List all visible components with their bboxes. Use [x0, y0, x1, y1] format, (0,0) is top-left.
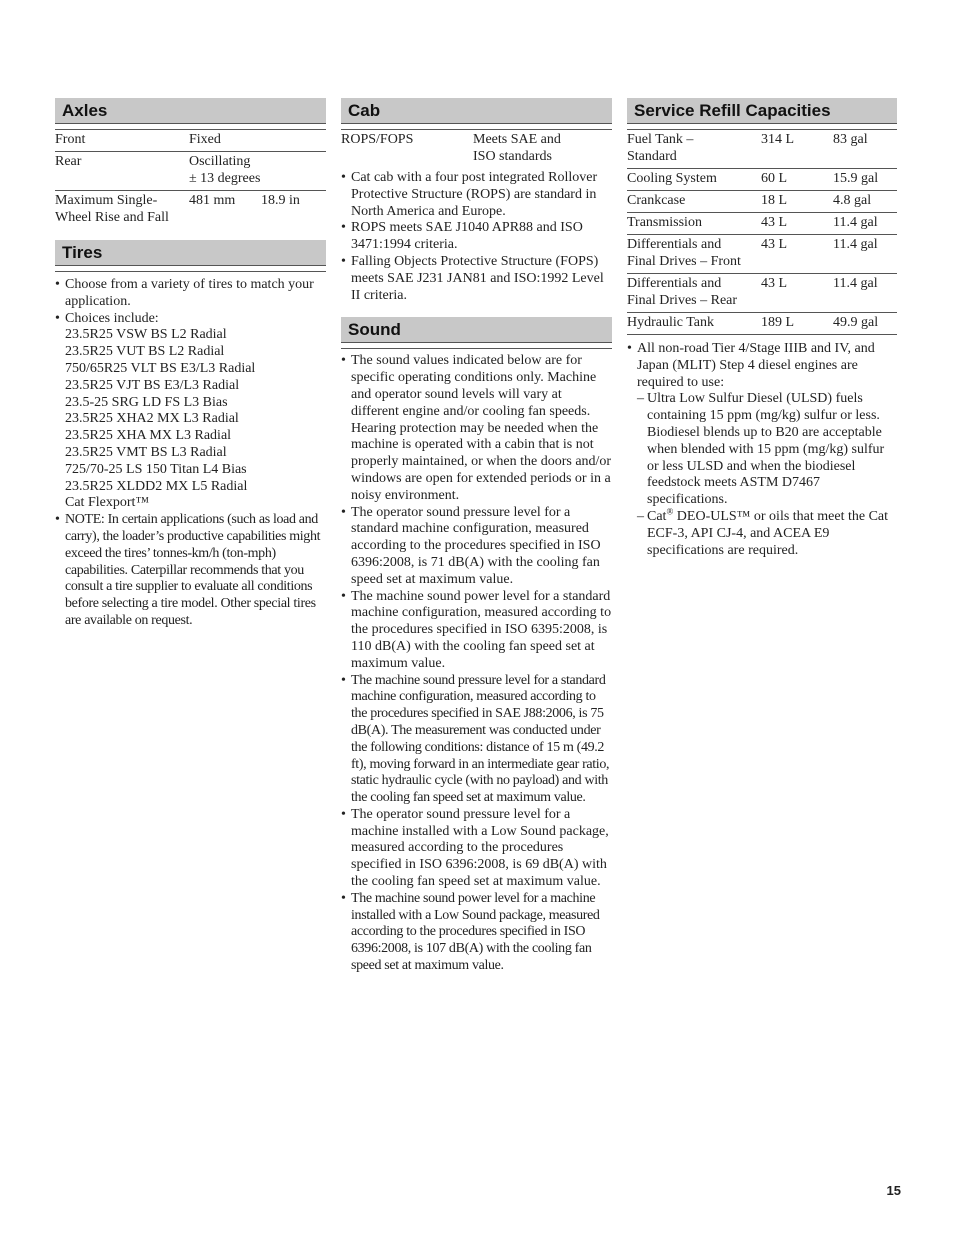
table-row	[627, 191, 897, 213]
fuel-options	[637, 391, 897, 559]
list-item: • The machine sound power level for a machine installed with a Low Sound package, measured according to the procedures specified in ISO 6396:2008, is 107 dB(A) with the cooling fan speed set at maximum value.	[341, 891, 612, 975]
tire-option: 23.5R25 XHA2 MX L3 Radial	[65, 411, 239, 427]
tire-option: 23.5R25 VMT BS L3 Radial	[65, 444, 227, 460]
tire-option: 23.5R25 XLDD2 MX L5 Radial	[65, 478, 248, 494]
axle-value: Fixed	[189, 132, 221, 147]
refill-gallons: 11.4 gal	[833, 235, 897, 274]
table-row	[55, 152, 326, 191]
list-item: – Ultra Low Sulfur Diesel (ULSD) fuels containing 15 ppm (mg/kg) sulfur or less. Biodiesel blends up to B20 are acceptable when blended with 15 ppm (mg/kg) sulfur or less ULSD and when the biodiesel feedstock meets ASTM D7467 specifications.	[637, 391, 897, 509]
refill-gallons: 15.9 gal	[833, 169, 897, 191]
axle-label: Front	[55, 132, 86, 147]
tire-option: 23.5R25 XHA MX L3 Radial	[65, 428, 232, 444]
refill-liters: 43 L	[761, 213, 833, 235]
table-row	[627, 313, 897, 335]
list-item: – Cat® DEO-ULS™ or oils that meet the Cat ECF-3, API CJ-4, and ACEA E9 specifications are required.	[637, 509, 897, 559]
column-middle	[341, 98, 612, 975]
tire-option: 23.5-25 SRG LD FS L3 Bias	[65, 394, 228, 410]
refill-liters: 18 L	[761, 191, 833, 213]
table-row	[55, 130, 326, 152]
refill-gallons: 49.9 gal	[833, 313, 897, 335]
table-row	[627, 235, 897, 274]
refill-label: Hydraulic Tank	[627, 313, 761, 335]
list-item: • The machine sound power level for a standard machine configuration, measured according to the procedures specified in ISO 6395:2008, is 110 dB(A) with the cooling fan speed set at maximum value.	[341, 589, 612, 673]
axle-label: Rear	[55, 152, 189, 191]
column-left	[55, 98, 326, 630]
refill-gallons: 4.8 gal	[833, 191, 897, 213]
tire-option: 23.5R25 VJT BS E3/L3 Radial	[65, 377, 240, 393]
page-number: 15	[886, 1183, 901, 1198]
refill-label: Crankcase	[627, 191, 761, 213]
cab-label: ROPS/FOPS	[341, 132, 414, 147]
refill-table	[627, 130, 897, 334]
table-row	[627, 274, 897, 313]
cab-list	[341, 170, 612, 304]
tire-option: 23.5R25 VSW BS L2 Radial	[65, 327, 227, 343]
list-item: • Falling Objects Protective Structure (FOPS) meets SAE J231 JAN81 and ISO:1992 Level II criteria.	[341, 254, 612, 304]
table-row	[627, 130, 897, 169]
list-item: • ROPS meets SAE J1040 APR88 and ISO 3471:1994 criteria.	[341, 220, 612, 254]
sound-list	[341, 353, 612, 974]
column-right	[627, 98, 897, 559]
refill-liters: 314 L	[761, 132, 795, 147]
refill-label: Cooling System	[627, 169, 761, 191]
list-item: • The operator sound pressure level for a machine installed with a Low Sound package, measured according to the procedures specified in ISO 6396:2008, is 69 dB(A) with the cooling fan speed set at maximum value.	[341, 807, 612, 891]
refill-label: Differentials and Final Drives – Front	[627, 235, 761, 274]
sound-heading: Sound	[341, 317, 612, 343]
list-item: • NOTE: In certain applications (such as load and carry), the loader’s productive capabilities might exceed the tires’ tonnes-km/h (ton-mph) capabilities. Caterpillar recommends that you consult a tire supplier to evaluate all conditions before selecting a tire model. Other special tires are available on request.	[55, 512, 326, 630]
list-item	[627, 341, 897, 559]
cab-value: Meets SAE and ISO standards	[473, 132, 561, 164]
refill-gallons: 83 gal	[833, 132, 868, 147]
refill-notes	[627, 341, 897, 559]
tires-list	[55, 277, 326, 630]
axle-value-imperial: 18.9 in	[261, 191, 326, 230]
list-item: • Cat cab with a four post integrated Rollover Protective Structure (ROPS) are standard in North America and Europe.	[341, 170, 612, 220]
tires-heading: Tires	[55, 240, 326, 266]
axles-table	[55, 130, 326, 229]
axles-heading: Axles	[55, 98, 326, 124]
refill-liters: 43 L	[761, 235, 833, 274]
list-item: • The machine sound pressure level for a standard machine configuration, measured according to the procedures specified in SAE J88:2006, is 75 dB(A). The measurement was conducted under the following conditions: distance of 15 m (49.2 ft), moving forward in an intermediate gear ratio, static hydraulic cycle (with no payload) and with the cooling fan speed set at maximum value.	[341, 673, 612, 807]
table-row	[627, 169, 897, 191]
tire-option: 23.5R25 VUT BS L2 Radial	[65, 344, 225, 360]
tire-option: 725/70-25 LS 150 Titan L4 Bias	[65, 461, 247, 477]
refill-label: Transmission	[627, 213, 761, 235]
tire-option: Cat Flexport™	[65, 495, 150, 511]
table-row	[627, 213, 897, 235]
tires-intro: • Choices include:	[65, 310, 159, 326]
table-row	[341, 130, 612, 168]
axle-value: 481 mm	[189, 191, 261, 230]
refill-liters: 189 L	[761, 313, 833, 335]
axle-label: Maximum Single-Wheel Rise and Fall	[55, 191, 189, 230]
list-item: • The operator sound pressure level for a standard machine configuration, measured according to the procedures specified in ISO 6396:2008, is 71 dB(A) with the cooling fan speed set at maximum value.	[341, 505, 612, 589]
list-item	[55, 311, 326, 513]
axle-value: Oscillating ± 13 degrees	[189, 152, 326, 191]
list-item: • Choose from a variety of tires to match your application.	[55, 277, 326, 311]
table-row	[55, 191, 326, 230]
tire-option: 750/65R25 VLT BS E3/L3 Radial	[65, 360, 256, 376]
cab-heading: Cab	[341, 98, 612, 124]
refill-heading: Service Refill Capacities	[627, 98, 897, 124]
refill-gallons: 11.4 gal	[833, 213, 897, 235]
cab-table	[341, 130, 612, 168]
fuel-requirement: All non-road Tier 4/Stage IIIB and IV, and Japan (MLIT) Step 4 diesel engines are required to use:	[637, 341, 875, 390]
refill-liters: 60 L	[761, 169, 833, 191]
refill-label: Fuel Tank – Standard	[627, 132, 694, 164]
list-item: • The sound values indicated below are for specific operating conditions only. Machine and operator sound levels will vary at different engine and/or cooling fan speeds. Hearing protection may be needed when the machine is operated with a cabin that is not properly maintained, or when the doors and/or windows are open for extended periods or in a noisy environment.	[341, 353, 612, 504]
refill-label: Differentials and Final Drives – Rear	[627, 274, 761, 313]
refill-liters: 43 L	[761, 274, 833, 313]
refill-gallons: 11.4 gal	[833, 274, 897, 313]
